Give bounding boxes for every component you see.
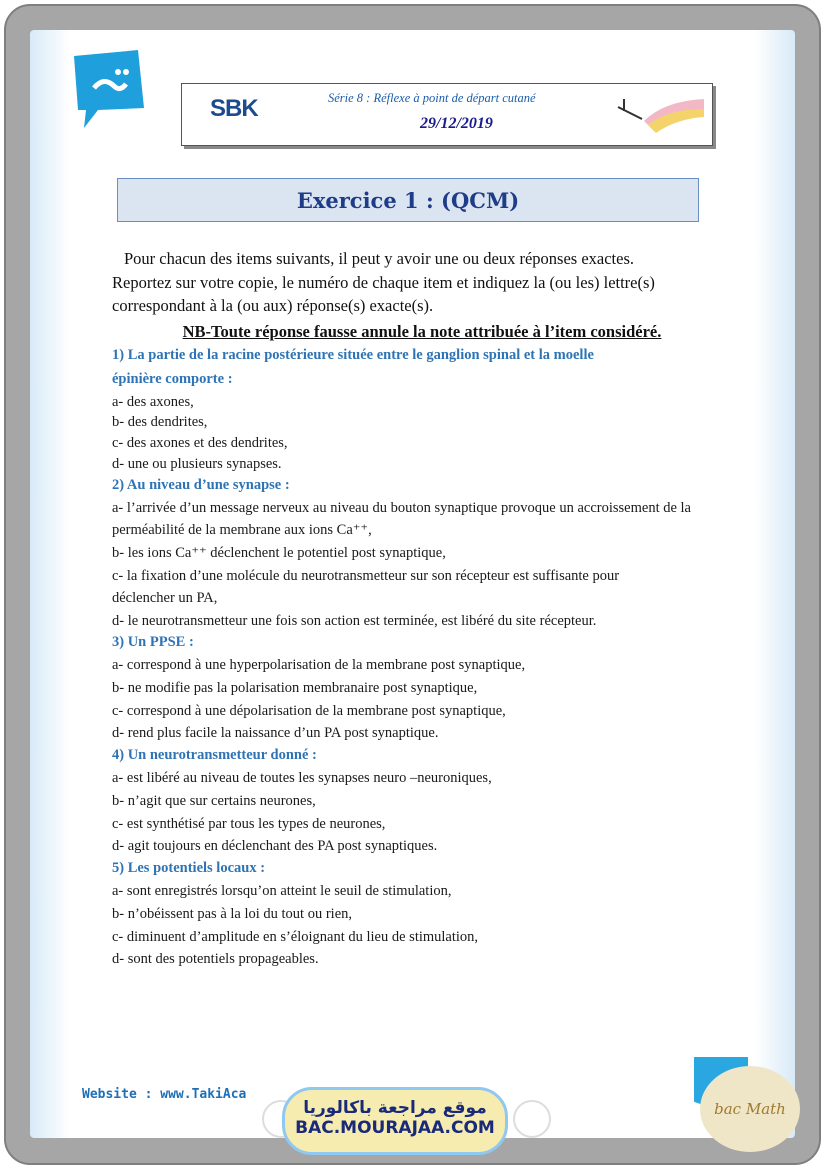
question-1: 1) La partie de la racine postérieure située entre le ganglion spinal et la moelle	[112, 347, 594, 363]
option: c- la fixation d’une molécule du neurotransmetteur sur son récepteur est suffisante pour	[112, 568, 620, 584]
intro-line: correspondant à la (ou aux) réponse(s) exacte(s).	[112, 296, 434, 315]
option: c- des axones et des dendrites,	[112, 435, 288, 451]
bac-mourajaa-banner[interactable]	[282, 1087, 508, 1155]
option: déclencher un PA,	[112, 590, 218, 606]
exercise-title: Exercice 1 : (QCM)	[296, 187, 520, 213]
question-3: 3) Un PPSE :	[112, 634, 194, 650]
option: a- des axones,	[112, 394, 194, 410]
question-5: 5) Les potentiels locaux :	[112, 860, 266, 876]
option: d- une ou plusieurs synapses.	[112, 456, 282, 472]
option: a- correspond à une hyperpolarisation de la membrane post synaptique,	[112, 657, 526, 673]
option: a- l’arrivée d’un message nerveux au niveau du bouton synaptique provoque un accroissement de la	[112, 500, 691, 516]
option: b- des dendrites,	[112, 414, 208, 430]
option: b- ne modifie pas la polarisation membranaire post synaptique,	[112, 680, 478, 696]
intro-line: Reportez sur votre copie, le numéro de chaque item et indiquez la (ou les) lettre(s)	[112, 272, 655, 292]
option: a- sont enregistrés lorsqu’on atteint le seuil de stimulation,	[112, 883, 452, 899]
nb-note: NB-Toute réponse fausse annule la note attribuée à l’item considéré.	[182, 322, 662, 341]
option: c- correspond à une dépolarisation de la membrane post synaptique,	[112, 703, 506, 719]
banner-arabic: موقع مراجعة باكالوريا	[303, 1098, 487, 1118]
exercise-title-box	[117, 178, 699, 222]
series-title: Série 8 : Réflexe à point de départ cutané	[328, 91, 536, 105]
option: d- sont des potentiels propageables.	[112, 951, 319, 967]
option: b- n’agit que sur certains neurones,	[112, 793, 316, 809]
question-1-cont: épinière comporte :	[112, 371, 233, 387]
option: c- est synthétisé par tous les types de neurones,	[112, 816, 386, 832]
option: d- agit toujours en déclenchant des PA post synaptiques.	[112, 838, 438, 854]
intro-line: Pour chacun des items suivants, il peut y avoir une ou deux réponses exactes.	[124, 249, 635, 268]
question-4: 4) Un neurotransmetteur donné :	[112, 747, 317, 763]
option: d- rend plus facile la naissance d’un PA post synaptique.	[112, 725, 439, 741]
option: d- le neurotransmetteur une fois son action est terminée, est libéré du site récepteur.	[112, 613, 597, 629]
option: b- n’obéissent pas à la loi du tout ou rien,	[112, 906, 353, 922]
brand-logo: SBK	[210, 95, 258, 122]
badge-icon	[513, 1100, 551, 1138]
bac-math-logo: bac Math	[700, 1066, 800, 1152]
option: c- diminuent d’amplitude en s’éloignant du lieu de stimulation,	[112, 929, 479, 945]
option: perméabilité de la membrane aux ions Ca⁺⁺,	[112, 522, 372, 538]
question-2: 2) Au niveau d’une synapse :	[112, 477, 290, 493]
website-link[interactable]: Website : www.TakiAca	[82, 1087, 247, 1102]
banner-latin: BAC.MOURAJAA.COM	[295, 1118, 495, 1138]
instructions	[112, 247, 712, 318]
series-date: 29/12/2019	[420, 115, 493, 132]
option: b- les ions Ca⁺⁺ déclenchent le potentiel post synaptique,	[112, 545, 446, 561]
option: a- est libéré au niveau de toutes les synapses neuro –neuroniques,	[112, 770, 492, 786]
skin-reflex-illustration-icon	[614, 91, 706, 135]
site-logo-icon	[74, 50, 148, 130]
